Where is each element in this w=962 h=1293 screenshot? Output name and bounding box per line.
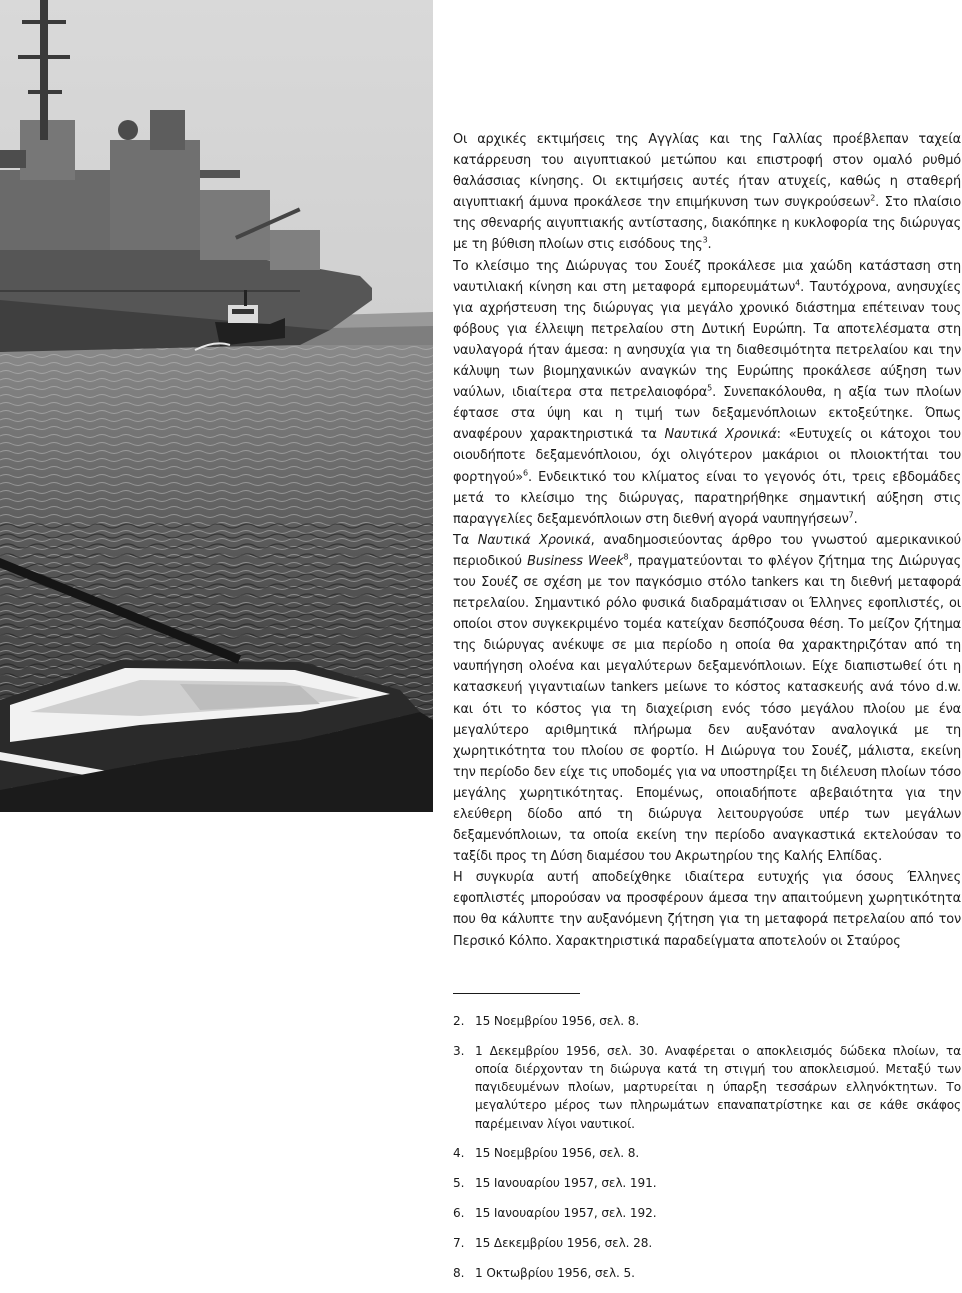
paragraph-3: Τα Ναυτικά Χρονικά, αναδημοσιεύοντας άρθρο του γνωστού αμερικανικού περιοδικού Business Week$^8$, πραγματεύονται το φλέγον ζήτημα της Διώρυγας του Σουέζ σε σχέση με τον παγκόσμιο στόλο tankers και τη διεθνή μεταφορά πετρελαίου. Σημαντικό ρόλο φυσικά διαδραμάτισαν οι Έλληνες εφοπλιστές, οι οποίοι στον συγκεκριμένο τομέα κατείχαν δεσπόζουσα θέση. Το μείζον ζήτημα της διώρυγας ανέκυψε σε μια περίοδο η οποία θα χαρακτηριζόταν από τη ναυπήγηση ολοένα και μεγαλύτερων δεξαμενόπλοιων. Είχε διαπιστωθεί ότι η κατασκευή γιγαντιαίων tankers μείωνε το κόστος κατασκευής ανά τόνο d.w. και ότι το κόστος για τη διαχείριση ενός τόσο μεγάλου πλοίου με ένα μεγαλύτερο αριθμητικά πλήρωμα δεν αυξανόταν αναλογικά με τη χωρητικότητα του πλοίου σε φορτίο. Η Διώρυγα του Σουέζ, μάλιστα, εκείνη την περίοδο δεν είχε τις υποδομές για να υποστηρίξει τη διέλευση πλοίων τόσο μεγάλης χωρητικότητας. Επομένως, οποιαδήποτε αβεβαιότητα για την ελεύθερη δίοδο από τη διώρυγα λειτουργούσε υπέρ των μεγάλων δεξαμενόπλοιων, τα οποία εκείνη την περίοδο αναγκαστικά εκτελούσαν το ταξίδι προς τη Δύση διαμέσου του Ακρωτηρίου της Καλής Ελπίδας.	[453, 532, 961, 865]
footnote-number: 3.	[453, 1043, 465, 1058]
footnote-text: 15 Ιανουαρίου 1957, σελ. 191.	[475, 1176, 657, 1191]
paragraph-1: Οι αρχικές εκτιμήσεις της Αγγλίας και της Γαλλίας προέβλεπαν ταχεία κατάρρευση του αιγυπτιακού μετώπου και επιστροφή στον ομαλό ρυθμό θαλάσσιας κίνησης. Οι εκτιμήσεις αυτές ήταν ατυχείς, καθώς η σταθερή αιγυπτιακή άμυνα προκάλεσε την επιμήκυνση των συγκρούσεων$^2$. Στο πλαίσιο της σθεναρής αιγυπτιακής αντίστασης, διακόπηκε η κυκλοφορία της διώρυγας με τη βύθιση πλοίων στις εισόδους της$^3$.	[453, 132, 961, 253]
publication-title: Ναυτικά Χρονικά	[477, 532, 591, 548]
article-body	[453, 129, 961, 952]
warship-harbor-photo	[0, 0, 433, 812]
footnote-number: 8.	[453, 1265, 465, 1280]
footnote-item	[453, 1264, 961, 1282]
footnote-item	[453, 1012, 961, 1030]
footnote-ref-6[interactable]: 6	[523, 468, 528, 478]
paragraph-2: Το κλείσιμο της Διώρυγας του Σουέζ προκάλεσε μια χαώδη κατάσταση στη ναυτιλιακή κίνηση και στη μεταφορά εμπορευμάτων$^4$. Ταυτόχρονα, ανησυχίες για αχρήστευση της διώρυγας για μεγάλο χρονικό διάστημα επέτειναν τους φόβους για έλλειψη πετρελαίου στη Δυτική Ευρώπη. Τα αποτελέσματα στη ναυλαγορά ήταν άμεσα: η ανησυχία για τη διαθεσιμότητα πετρελαίου και την κάλυψη των βιομηχανικών αναγκών της Ευρώπης προκάλεσε αύξηση των ναύλων, ιδιαίτερα στα πετρελαιοφόρα$^5$. Συνεπακόλουθα, η αξία των πλοίων έφτασε στα ύψη και η τιμή των δεξαμενόπλοιων εκτοξεύτηκε. Όπως αναφέρουν χαρακτηριστικά τα Ναυτικά Χρονικά: «Ευτυχείς οι κάτοχοι του οιουδήποτε δεξαμενόπλοιου, όχι ολιγότερον μακάριοι οι πλοιοκτήται του φορτηγού»$^6$. Ενδεικτικό του κλίματος είναι το γεγονός ότι, τρεις εβδομάδες μετά το κλείσιμο της διώρυγας, παρατηρήθηκε σημαντική αύξηση στις παραγγελίες δεξαμενόπλοιων στη διεθνή αγορά ναυπηγήσεων$^7$.	[453, 258, 962, 527]
footnote-text: 15 Δεκεμβρίου 1956, σελ. 28.	[475, 1235, 653, 1250]
footnote-text: 15 Ιανουαρίου 1957, σελ. 192.	[475, 1206, 657, 1220]
footnotes	[453, 1012, 961, 1293]
footnote-ref-3[interactable]: 3	[702, 236, 708, 246]
paragraph-4: Η συγκυρία αυτή αποδείχθηκε ιδιαίτερα ευτυχής για όσους Έλληνες εφοπλιστές μπορούσαν να προσφέρουν άμεσα την απαιτούμενη χωρητικότητα που θα κάλυπτε την αυξανόμενη ζήτηση για τη μεταφορά πετρελαίου από τον Περσικό Κόλπο. Χαρακτηριστικά παραδείγματα αποτελούν οι Σταύρος	[453, 870, 961, 949]
footnote-item	[453, 1144, 961, 1162]
footnote-number: 6.	[453, 1206, 465, 1220]
footnote-number: 4.	[453, 1146, 465, 1161]
footnote-ref-7[interactable]: 7	[848, 510, 854, 520]
footnote-text: 15 Νοεμβρίου 1956, σελ. 8.	[475, 1146, 640, 1161]
footnote-item	[453, 1042, 961, 1133]
footnote-item	[453, 1204, 961, 1222]
footnote-text: 1 Δεκεμβρίου 1956, σελ. 30. Αναφέρεται ο αποκλεισμός δώδεκα πλοίων, τα οποία διέρχονταν τη διώρυγα κατά τη στιγμή του αποκλεισμού. Μεταξύ των παγιδευμένων πλοίων, μαρτυρείται η ύπαρξη τεσσάρων ελληνόκτητων. Το μεγαλύτερο μέρος των πληρωμάτων επαναπατρίστηκε και σε κάθε σκάφος παρέμειναν λίγοι ναυτικοί.	[475, 1043, 961, 1131]
footnote-ref-8[interactable]: 8	[623, 552, 629, 562]
footnote-ref-2[interactable]: 2	[870, 193, 876, 203]
footnote-item	[453, 1234, 961, 1252]
footnote-text: 1 Οκτωβρίου 1956, σελ. 5.	[475, 1265, 635, 1280]
footnote-number: 2.	[453, 1014, 465, 1028]
footnote-ref-4[interactable]: 4	[795, 278, 801, 288]
publication-title: Ναυτικά Χρονικά	[664, 427, 777, 443]
footnote-number: 7.	[453, 1235, 465, 1250]
footnote-divider	[453, 993, 580, 994]
footnote-number: 5.	[453, 1176, 465, 1191]
magazine-title: Business Week	[527, 553, 624, 569]
footnote-ref-5[interactable]: 5	[707, 383, 713, 393]
footnote-item	[453, 1174, 961, 1192]
footnote-text: 15 Νοεμβρίου 1956, σελ. 8.	[475, 1014, 640, 1028]
